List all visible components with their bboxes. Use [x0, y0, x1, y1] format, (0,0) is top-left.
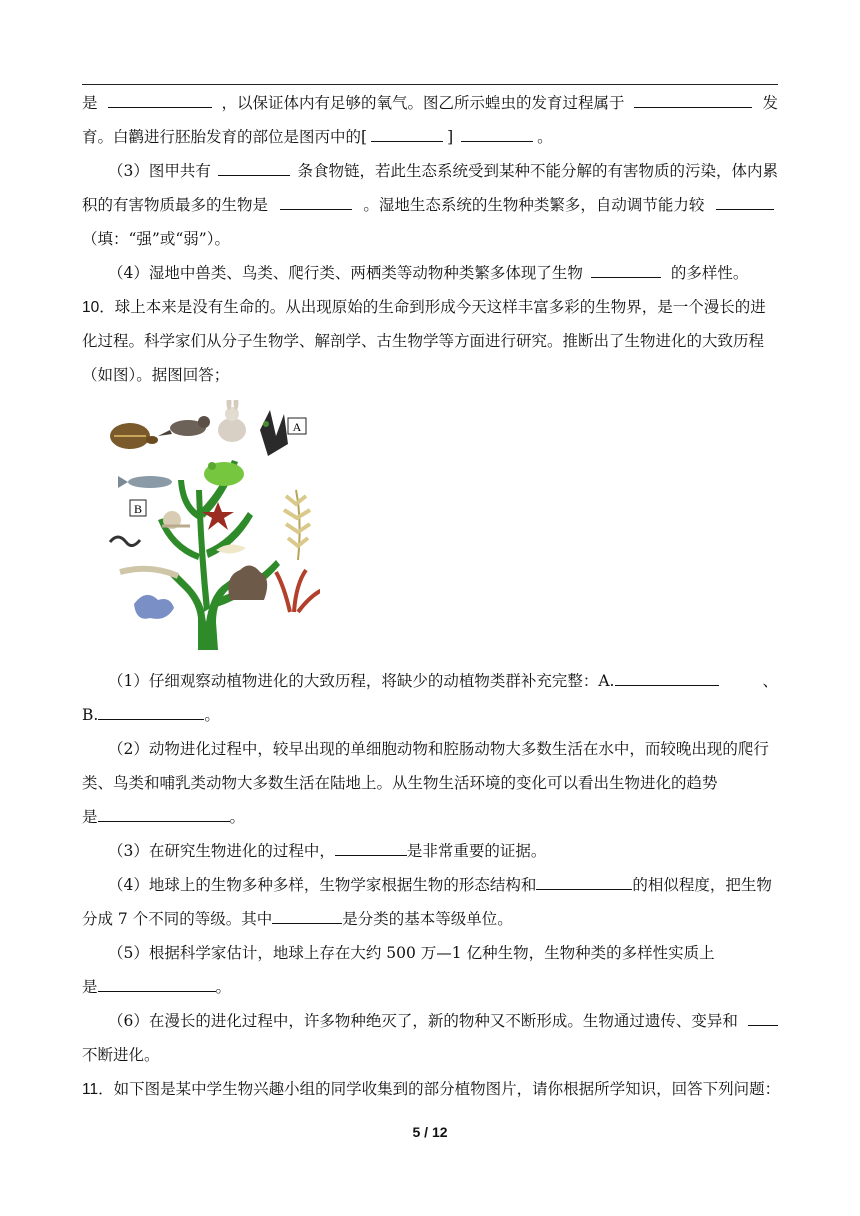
text: 不断进化。 — [82, 1046, 160, 1064]
text: 是 — [82, 978, 98, 996]
label-b-box — [130, 500, 146, 516]
snail-icon — [162, 511, 190, 529]
text: 。 — [204, 706, 220, 724]
text: ] — [447, 128, 454, 146]
text: 是 — [82, 808, 98, 826]
text: （5）根据科学家估计，地球上存在大约 500 万—1 亿种生物，生物种类的多样性实质上 — [108, 944, 715, 962]
answer-blank-a[interactable] — [615, 670, 719, 686]
answer-blank[interactable] — [280, 194, 352, 210]
answer-blank[interactable] — [218, 160, 290, 176]
q9-line-1 — [82, 92, 778, 114]
text: 分成 7 个不同的等级。其中 — [82, 910, 273, 928]
fish-icon — [118, 476, 172, 488]
answer-blank[interactable] — [371, 126, 443, 142]
q10-part-4-line-2 — [82, 908, 778, 930]
text: 化过程。科学家们从分子生物学、解剖学、古生物学等方面进行研究。推断出了生物进化的大致历程 — [82, 332, 765, 350]
tree-trunk — [158, 460, 280, 650]
text: （3）图甲共有 — [108, 162, 211, 180]
fern-icon — [284, 490, 310, 560]
question-number: 11． — [82, 1081, 114, 1098]
tortoise-icon — [110, 423, 158, 449]
sponge-icon — [134, 595, 174, 619]
earthworm-icon — [110, 537, 140, 546]
q9-part-4 — [108, 262, 778, 284]
answer-blank[interactable] — [98, 976, 216, 992]
q9-part-3-line-2 — [82, 194, 778, 216]
answer-blank[interactable] — [536, 874, 632, 890]
answer-blank-b[interactable] — [98, 704, 204, 720]
q11-stem — [82, 1078, 781, 1101]
answer-blank[interactable] — [335, 840, 407, 856]
q10-part-2-line-2 — [82, 772, 778, 794]
text: 。 — [229, 808, 246, 826]
label-a: A — [292, 420, 302, 434]
text: （6）在漫长的进化过程中，许多物种绝灭了，新的物种又不断形成。生物通过遗传、变异和 — [108, 1012, 738, 1030]
moss-icon — [260, 410, 288, 456]
q10-part-1-line-1 — [108, 670, 778, 692]
q10-stem-line-1 — [82, 296, 778, 319]
text: 的多样性。 — [670, 264, 749, 282]
answer-blank[interactable] — [591, 262, 661, 278]
q10-part-2-line-3 — [82, 806, 778, 828]
rabbit-icon — [218, 400, 246, 442]
text: 、 — [762, 672, 778, 690]
q9-part-3-line-1 — [108, 160, 778, 182]
answer-blank[interactable] — [748, 1010, 778, 1026]
label-a-box — [288, 418, 306, 434]
text: （填：“强”或“弱”）。 — [82, 230, 230, 248]
frog-icon — [204, 462, 244, 486]
text: 是分类的基本等级单位。 — [342, 910, 513, 928]
question-number: 10． — [82, 299, 115, 316]
q10-part-5-line-2 — [82, 976, 778, 998]
text: 发 — [762, 94, 778, 112]
q10-part-6-line-1 — [108, 1010, 778, 1032]
text: 积的有害物质最多的生物是 — [82, 196, 269, 214]
bird-icon — [158, 416, 210, 436]
answer-blank[interactable] — [716, 194, 774, 210]
answer-blank[interactable] — [634, 92, 752, 108]
text: 。 — [537, 128, 553, 146]
text: （1）仔细观察动植物进化的大致历程，将缺少的动植物类群补充完整：A. — [108, 672, 615, 690]
q9-part-3-line-3 — [82, 228, 778, 250]
answer-blank[interactable] — [272, 908, 342, 924]
text: （3）在研究生物进化的过程中， — [108, 842, 335, 860]
q10-stem-line-2 — [82, 330, 778, 352]
text: 育。白鹳进行胚胎发育的部位是图丙中的[ — [82, 128, 368, 146]
text: 如下图是某中学生物兴趣小组的同学收集到的部分植物图片，请你根据所学知识，回答下列问题： — [113, 1080, 781, 1098]
text: （4）湿地中兽类、鸟类、爬行类、两栖类等动物种类繁多体现了生物 — [108, 264, 583, 282]
q10-part-5-line-1 — [108, 942, 778, 964]
coral-icon — [228, 565, 267, 600]
text: 是非常重要的证据。 — [406, 842, 547, 860]
roundworm-icon — [120, 569, 178, 576]
q9-line-2 — [82, 126, 778, 148]
text: B. — [82, 706, 99, 724]
q10-part-2-line-1 — [108, 738, 778, 760]
text: 。湿地生态系统的生物种类繁多，自动调节能力较 — [363, 196, 705, 214]
seaweed-icon — [276, 570, 320, 612]
text: 是 — [82, 94, 98, 112]
q10-part-1-line-2 — [82, 704, 778, 726]
q10-stem-line-3 — [82, 364, 778, 386]
text: ，以保证体内有足够的氧气。图乙所示蝗虫的发育过程属于 — [221, 94, 625, 112]
answer-blank[interactable] — [98, 806, 230, 822]
answer-blank[interactable] — [108, 92, 212, 108]
text: 条食物链，若此生态系统受到某种不能分解的有害物质的污染，体内累 — [297, 162, 778, 180]
q10-part-3 — [108, 840, 778, 862]
text: （4）地球上的生物多种多样，生物学家根据生物的形态结构和 — [108, 876, 537, 894]
label-b: B — [133, 502, 143, 516]
text: 。 — [215, 978, 232, 996]
text: （如图）。据图回答； — [82, 366, 230, 384]
text: （2）动物进化过程中，较早出现的单细胞动物和腔肠动物大多数生活在水中，而较晚出现的爬行 — [108, 740, 769, 758]
evolution-tree-figure — [100, 400, 320, 650]
text: 的相似程度，把生物 — [632, 876, 772, 894]
page-number: 5 / 12 — [412, 1124, 448, 1140]
q10-part-4-line-1 — [108, 874, 778, 896]
header-rule — [82, 84, 778, 85]
text: 球上本来是没有生命的。从出现原始的生命到形成今天这样丰富多彩的生物界，是一个漫长的进 — [114, 298, 766, 316]
q10-part-6-line-2 — [82, 1044, 778, 1066]
answer-blank[interactable] — [461, 126, 533, 142]
text: 类、鸟类和哺乳类动物大多数生活在陆地上。从生物生活环境的变化可以看出生物进化的趋势 — [82, 774, 718, 792]
